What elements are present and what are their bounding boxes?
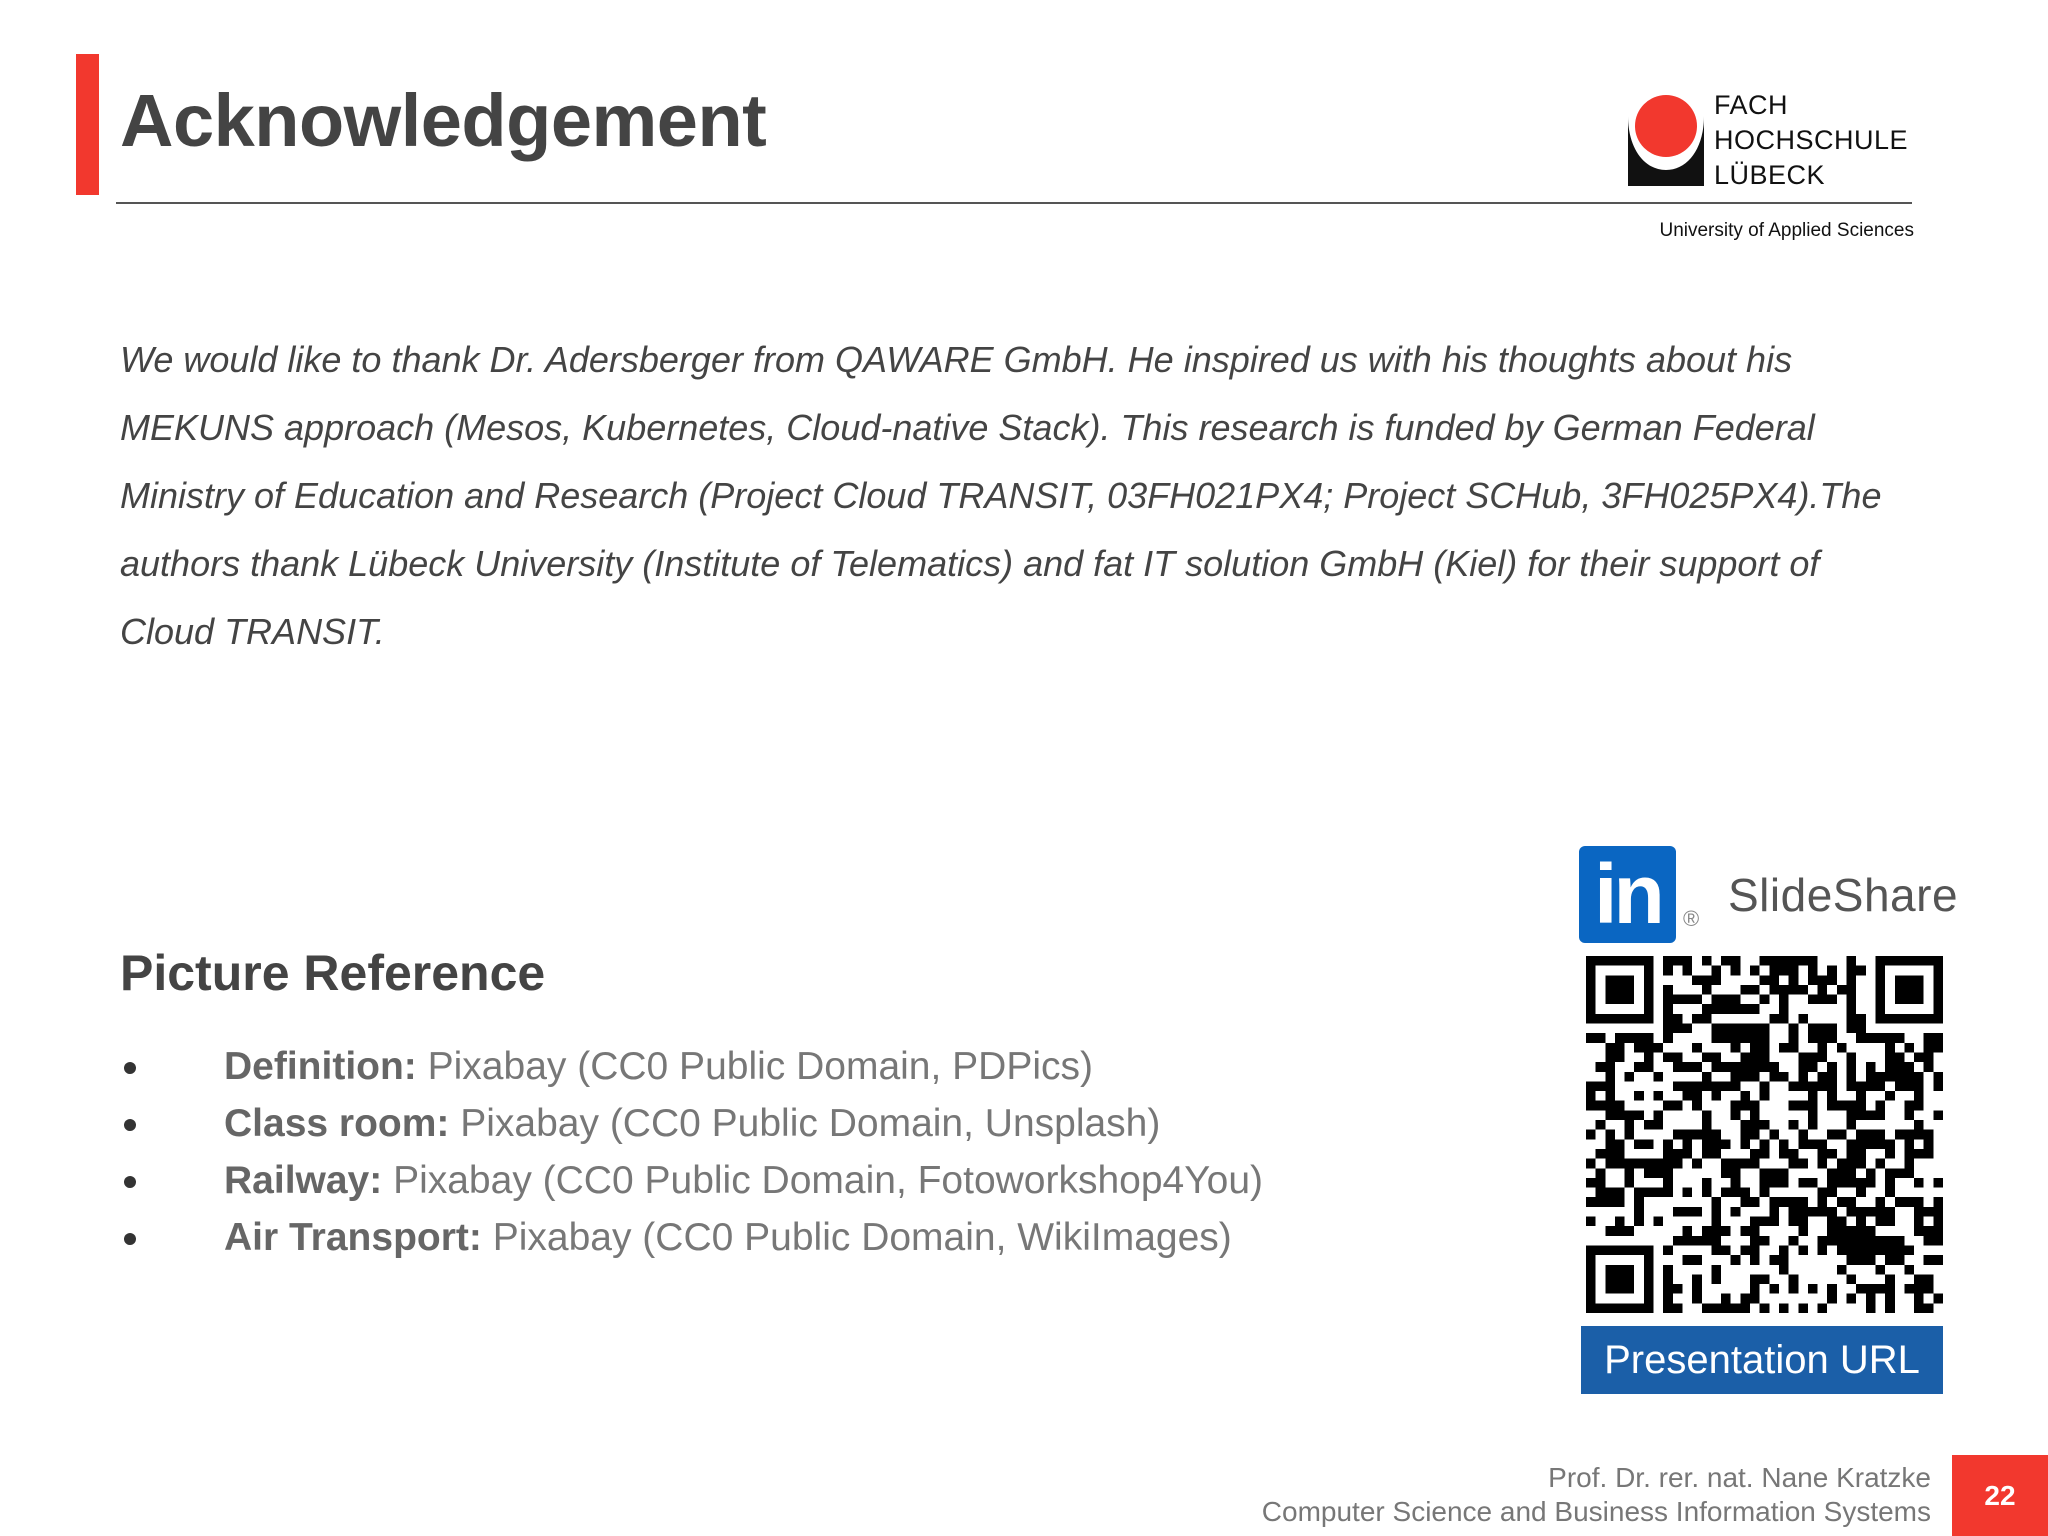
acknowledgement-text: We would like to thank Dr. Adersberger from QAWARE GmbH. He inspired us with his thoughts about his MEKUNS approach (Mesos, Kubernetes, Cloud-native Stack). This research is funded by German Federal Ministry of Education and Research (Project Cloud TRANSIT, 03FH021PX4; Project SCHub, 3FH025PX4).The authors thank Lübeck University (Institute of Telematics) and fat IT solution GmbH (Kiel) for their support of Cloud TRANSIT. — [120, 339, 1882, 652]
university-logo-text — [1714, 88, 1908, 193]
reference-source: Pixabay (CC0 Public Domain, WikiImages) — [481, 1216, 1232, 1259]
bullet-icon — [124, 1233, 136, 1245]
logo-line-2: HOCHSCHULE — [1714, 125, 1909, 155]
page-number: 22 — [1952, 1455, 2048, 1536]
reference-text — [224, 1038, 1093, 1095]
bullet-icon — [124, 1119, 136, 1131]
reference-label: Railway: — [224, 1159, 383, 1202]
logo-subtitle: University of Applied Sciences — [1659, 220, 1914, 241]
reference-label: Air Transport: — [224, 1216, 482, 1259]
reference-label: Definition: — [224, 1045, 417, 1088]
bullet-icon — [124, 1176, 136, 1188]
title-accent-bar — [76, 54, 99, 195]
reference-source: Pixabay (CC0 Public Domain, Fotoworkshop4You) — [382, 1159, 1264, 1202]
slide-title: Acknowledgement — [120, 79, 767, 162]
logo-line-3: LÜBECK — [1714, 160, 1826, 190]
registered-mark: ® — [1683, 906, 1700, 931]
linkedin-icon[interactable]: in — [1579, 846, 1676, 943]
slideshare-brand: SlideShare — [1728, 869, 1959, 921]
picture-reference-title: Picture Reference — [120, 945, 546, 1001]
reference-source: Pixabay (CC0 Public Domain, PDPics) — [416, 1045, 1094, 1088]
reference-text — [224, 1095, 1160, 1152]
footer-department: Computer Science and Business Information Systems — [1261, 1496, 1931, 1527]
logo-line-1: FACH — [1714, 90, 1789, 120]
reference-text — [224, 1152, 1263, 1209]
reference-label: Class room: — [224, 1102, 450, 1145]
bullet-icon — [124, 1062, 136, 1074]
reference-text — [224, 1209, 1232, 1266]
university-logo-icon — [1628, 86, 1704, 186]
reference-source: Pixabay (CC0 Public Domain, Unsplash) — [449, 1102, 1161, 1145]
footer-author: Prof. Dr. rer. nat. Nane Kratzke — [1548, 1462, 1931, 1493]
qr-code-icon[interactable] — [1586, 956, 1943, 1313]
presentation-url-button[interactable]: Presentation URL — [1581, 1326, 1943, 1394]
university-logo — [1628, 86, 1914, 246]
